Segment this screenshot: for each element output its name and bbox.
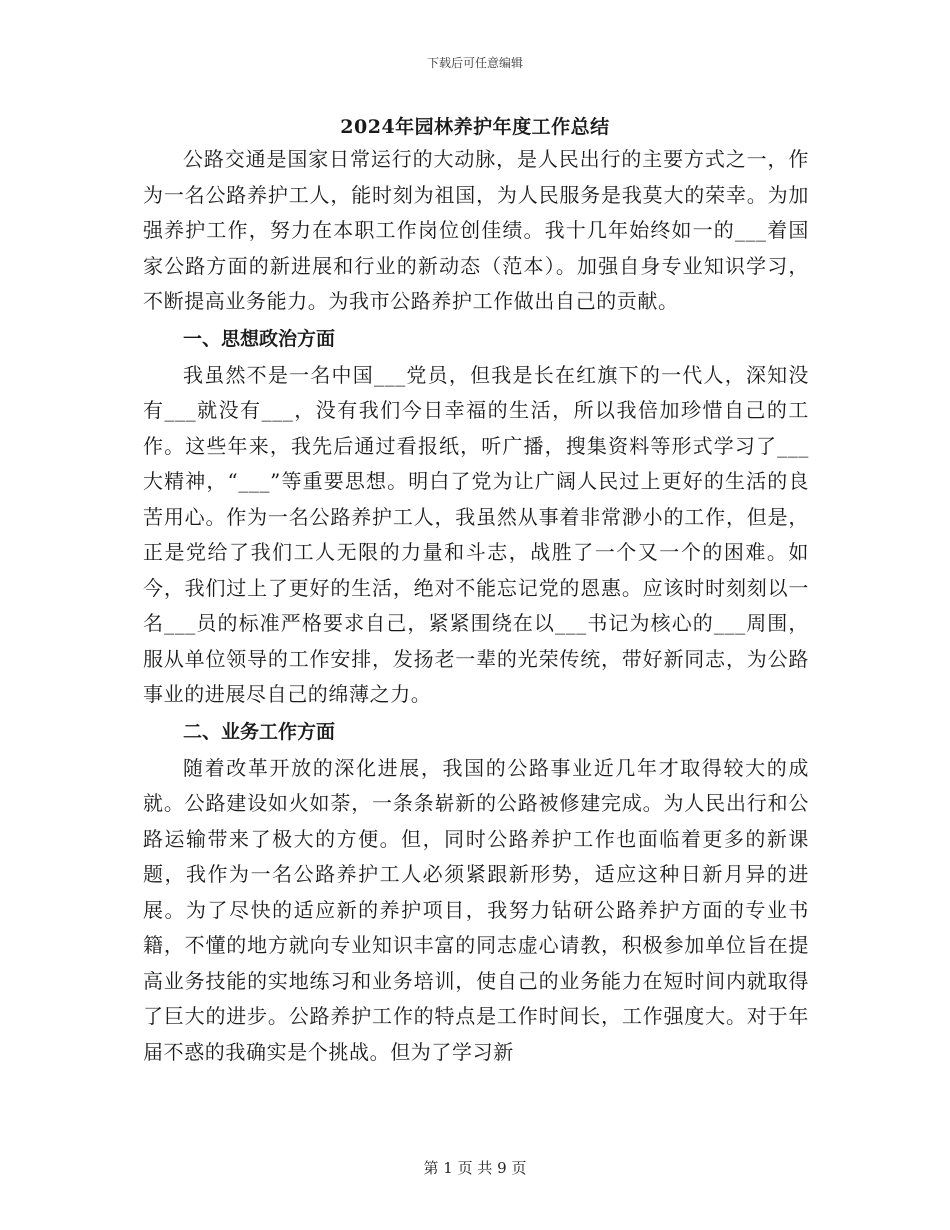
intro-paragraph: 公路交通是国家日常运行的大动脉，是人民出行的主要方式之一，作为一名公路养护工人，能时刻为祖国，为人民服务是我莫大的荣幸。为加强养护工作，努力在本职工作岗位创佳绩。我十几年始终如一的___着国家公路方面的新进展和行业的新动态（范本）。加强自身专业知识学习，不断提高业务能力。为我市公路养护工作做出自己的贡献。 bbox=[143, 147, 809, 313]
section-body-business: 随着改革开放的深化进展，我国的公路事业近几年才取得较大的成就。公路建设如火如荼，一条条崭新的公路被修建完成。为人民出行和公路运输带来了极大的方便。但，同时公路养护工作也面临着更多的新课题，我作为一名公路养护工人必须紧跟新形势，适应这种日新月异的进展。为了尽快的适应新的养护项目，我努力钻研公路养护方面的专业书籍，不懂的地方就向专业知识丰富的同志虚心请教，积极参加单位旨在提高业务技能的实地练习和业务培训，使自己的业务能力在短时间内就取得了巨大的进步。公路养护工作的特点是工作时间长，工作强度大。对于年届不惑的我确实是个挑战。但为了学习新 bbox=[143, 755, 809, 1064]
document-body bbox=[143, 142, 809, 1070]
section-heading-business: 二、业务工作方面 bbox=[183, 720, 336, 743]
page-number: 第 1 页 共 9 页 bbox=[423, 1159, 527, 1177]
page-header: 下载后可任意编辑 bbox=[426, 56, 523, 70]
section-body-political: 我虽然不是一名中国___党员，但我是长在红旗下的一代人，深知没有___就没有___，没有我们今日幸福的生活，所以我倍加珍惜自己的工作。这些年来，我先后通过看报纸，听广播，搜集资料等形式学习了___大精神，“___”等重要思想。明白了党为让广阔人民过上更好的生活的良苦用心。作为一名公路养护工人，我虽然从事着非常渺小的工作，但是，正是党给了我们工人无限的力量和斗志，战胜了一个又一个的困难。如今，我们过上了更好的生活，绝对不能忘记党的恩惠。应该时时刻刻以一名___员的标准严格要求自己，紧紧围绕在以___书记为核心的___周围，服从单位领导的工作安排，发扬老一辈的光荣传统，带好新同志，为公路事业的进展尽自己的绵薄之力。 bbox=[143, 362, 809, 706]
document-title: 2024年园林养护年度工作总结 bbox=[340, 116, 610, 138]
section-heading-political: 一、思想政治方面 bbox=[183, 327, 336, 350]
